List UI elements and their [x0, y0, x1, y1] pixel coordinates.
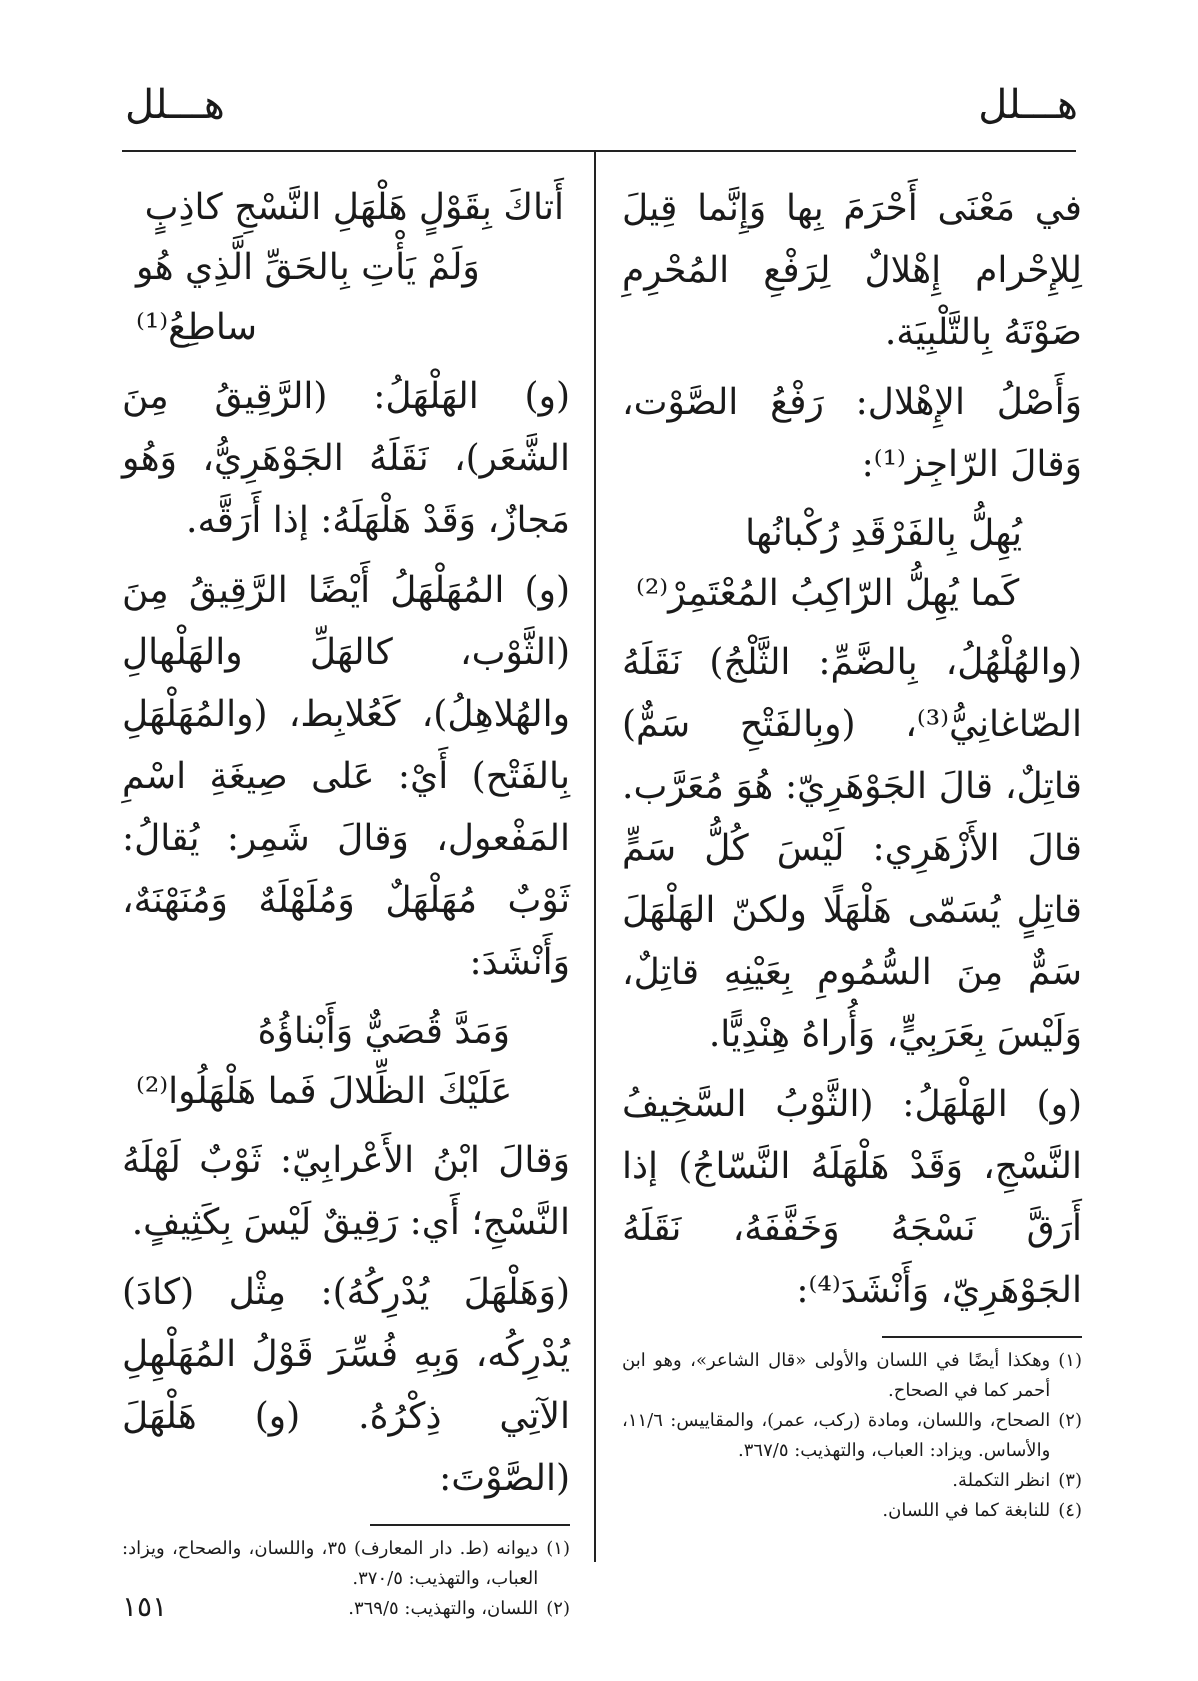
- paragraph: (و) المُهَلْهَلُ أَيْضًا الرَّقِيقُ مِنَ (الثَّوْب، كالهَلِّ والهَلْهالِ والهُلاهِلُ)، كَعُلابِط، (والمُهَلْهَلِ بِالفَتْح) أَيْ: عَلى صِيغَةِ اسْمِ المَفْعول، وَقالَ شَمِر: يُقالُ: ثَوْبٌ مُهَلْهَلٌ وَمُلَهْلَهٌ وَمُنَهْنَهٌ، وَأَنْشَدَ:: [122, 570, 570, 983]
- paragraph: (والهُلْهُلُ، بِالضَّمِّ: الثَّلْجُ) نَقَلَهُ الصّاغانِيُّ⁽³⁾، (وبِالفَتْحِ سَمٌّ) قاتِلٌ، قالَ الجَوْهَرِيّ: هُوَ مُعَرَّب. قالَ الأَزْهَرِي: لَيْسَ كُلُّ سَمٍّ قاتِلٍ يُسَمّى هَلْهَلًا ولكنّ الهَلْهَلَ سَمٌّ مِنَ السُّمُومِ بِعَيْنِهِ قاتِلٌ، وَلَيْسَ بِعَرَبِيٍّ، وَأُراهُ هِنْدِيًّا.: [622, 642, 1082, 1055]
- verse-line: كَما يُهِلُّ الرّاكِبُ المُعْتَمِرْ⁽²⁾: [636, 573, 1020, 614]
- footnote-text: اللسان، والتهذيب: ٣٦٩/٥.: [348, 1597, 539, 1619]
- paragraph: (وَهَلْهَلَ يُدْرِكُهُ): مِثْل (كادَ) يُدْرِكُه، وَبِهِ فُسِّرَ قَوْلُ المُهَلْهِلِ الآتِي ذِكْرُهُ. (و) هَلْهَلَ (الصَّوْتَ:: [122, 1272, 570, 1499]
- footnote-text: الصحاح، واللسان، ومادة (ركب، عمر)، والمقاييس: ١١/٦، والأساس. ويزاد: العباب، والتهذيب: ٣٦٧/٥.: [622, 1409, 1051, 1461]
- footnote: [122, 1534, 570, 1594]
- footnote-number: (٣): [1058, 1469, 1082, 1491]
- footnote: [622, 1466, 1082, 1496]
- right-column: [622, 178, 1082, 1526]
- paragraph: في مَعْنَى أَحْرَمَ بِها وَإِنَّما قِيلَ لِلإِحْرام إِهْلالٌ لِرَفْعِ المُحْرِمِ صَوْتَهُ بِالتَّلْبِيَة.: [622, 188, 1082, 353]
- verse-line: أَتاكَ بِقَوْلٍ هَلْهَلِ النَّسْجِ كاذِبٍ: [144, 187, 564, 228]
- paragraph: وَقالَ ابْنُ الأَعْرابِيّ: ثَوْبٌ لَهْلَهُ النَّسْجِ؛ أَي: رَقِيقٌ لَيْسَ بِكَثِيفٍ.: [122, 1140, 570, 1243]
- footnote-separator: [370, 1524, 570, 1526]
- verse: [122, 178, 570, 358]
- verse-line: عَلَيْكَ الظِّلالَ فَما هَلْهَلُوا⁽²⁾: [136, 1071, 513, 1112]
- verse-line: يُهِلُّ بِالفَرْقَدِ رُكْبانُها: [745, 513, 1022, 554]
- paragraph: وَأَصْلُ الإِهْلال: رَفْعُ الصَّوْت، وَقالَ الرّاجِز⁽¹⁾:: [622, 382, 1082, 485]
- footnote: [622, 1496, 1082, 1526]
- footnotes: [622, 1346, 1082, 1526]
- running-header-left: هـــلل: [125, 82, 225, 128]
- footnote-text: ديوانه (ط. دار المعارف) ٣٥، واللسان، والصحاح، ويزاد: العباب، والتهذيب: ٣٧٠/٥.: [122, 1537, 539, 1589]
- footnote-number: (٢): [546, 1597, 570, 1619]
- footnote-number: (٤): [1058, 1499, 1082, 1521]
- paragraph: (و) الهَلْهَلُ: (الرَّقِيقُ مِنَ الشَّعَر)، نَقَلَهُ الجَوْهَرِيُّ، وَهُو مَجازٌ، وَقَدْ هَلْهَلَهُ: إذا أَرَقَّه.: [122, 376, 570, 541]
- page-number: ١٥١: [122, 1590, 168, 1623]
- verse-line: وَلَمْ يَأْتِ بِالحَقِّ الَّذِي هُو ساطِعُ⁽¹⁾: [136, 247, 480, 348]
- verse-line: وَمَدَّ قُصَيٌّ وَأَبْناؤُهُ: [257, 1011, 510, 1052]
- footnote-text: للنابغة كما في اللسان.: [882, 1499, 1051, 1521]
- footnote-number: (٢): [1058, 1409, 1082, 1431]
- footnotes: [122, 1534, 570, 1624]
- column-divider: [594, 152, 596, 1562]
- footnote: [622, 1346, 1082, 1406]
- paragraph: (و) الهَلْهَلُ: (الثَّوْبُ السَّخِيفُ النَّسْجِ، وَقَدْ هَلْهَلَهُ النَّسّاجُ) إذا أَرَقَّ نَسْجَهُ وَخَفَّفَهُ، نَقَلَهُ الجَوْهَرِيّ، وَأَنْشَدَ⁽⁴⁾:: [622, 1084, 1082, 1311]
- footnote-text: وهكذا أيضًا في اللسان والأولى «قال الشاعر»، وهو ابن أحمر كما في الصحاح.: [622, 1349, 1051, 1401]
- left-column: [122, 178, 570, 1624]
- footnote-number: (١): [546, 1537, 570, 1559]
- verse: [122, 1002, 570, 1122]
- running-header-right: هـــلل: [978, 82, 1078, 128]
- footnote-separator: [882, 1336, 1082, 1338]
- footnote-number: (١): [1058, 1349, 1082, 1371]
- footnote: [122, 1594, 570, 1624]
- header-rule: [122, 150, 1076, 152]
- footnote-text: انظر التكملة.: [952, 1469, 1051, 1491]
- verse: [622, 504, 1082, 624]
- footnote: [622, 1406, 1082, 1466]
